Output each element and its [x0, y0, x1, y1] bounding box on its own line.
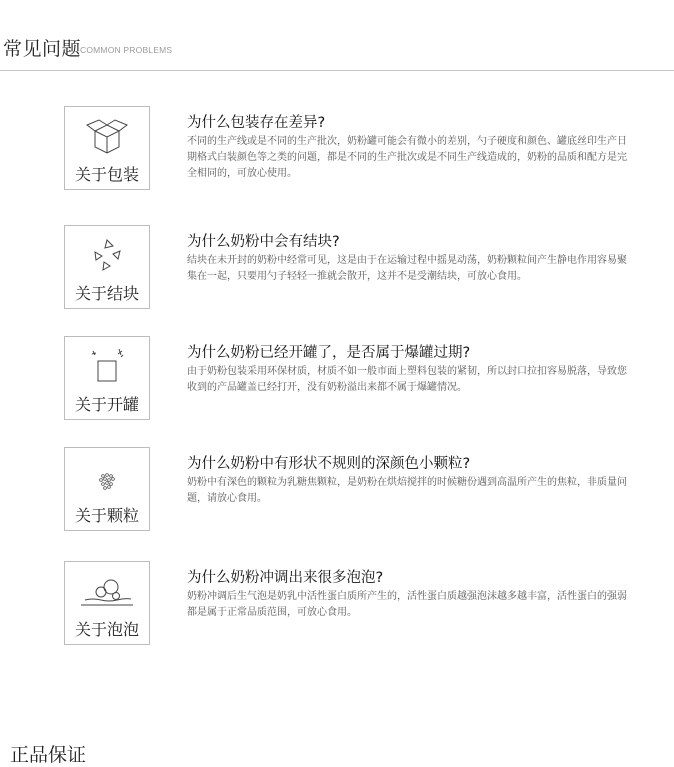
faq-item-clumping: [0, 225, 674, 315]
faq-question: 为什么奶粉冲调出来很多泡泡?: [187, 570, 384, 586]
faq-question: 为什么奶粉已经开罐了，是否属于爆罐过期?: [187, 345, 471, 361]
next-section-title: 正品保证: [10, 744, 87, 766]
faq-item-opened-can: [0, 336, 674, 426]
faq-question: 为什么奶粉中有形状不规则的深颜色小颗粒?: [187, 456, 471, 472]
category-box-granules: [64, 447, 150, 531]
category-box-opened-can: [64, 336, 150, 420]
faq-answer: 奶粉冲调后生气泡是奶乳中活性蛋白质所产生的，活性蛋白质越强泡沫越多越丰富，活性蛋白的强弱都是属于正常品质范围，可放心食用。: [187, 591, 627, 618]
faq-question: 为什么奶粉中会有结块?: [187, 234, 340, 250]
faq-question: 为什么包装存在差异?: [187, 115, 326, 131]
section-header: [0, 30, 674, 71]
faq-answer: 不同的生产线或是不同的生产批次，奶粉罐可能会有微小的差别，勺子硬度和颜色、罐底丝印生产日期格式白装颜色等之类的问题，都是不同的生产批次或是不同生产线造成的，奶粉的品质和配方是完全相同的，可放心使用。: [187, 136, 627, 179]
open-box-icon: [65, 113, 149, 155]
category-label: 关于颗粒: [74, 506, 139, 525]
category-box-packaging: [64, 106, 150, 190]
category-label: 关于泡泡: [74, 620, 139, 639]
opened-can-icon: [65, 343, 149, 385]
category-label: 关于结块: [74, 284, 139, 303]
granules-icon: [65, 454, 149, 496]
category-box-bubbles: [64, 561, 150, 645]
section-subtitle: COMMON PROBLEMS: [80, 45, 173, 55]
scattered-pieces-icon: [65, 232, 149, 274]
faq-answer: 奶粉中有深色的颗粒为乳糖焦颗粒，是奶粉在烘焙搅拌的时候糖份遇到高温所产生的焦粒，非质量问题，请放心食用。: [187, 477, 627, 504]
faq-answer: 结块在未开封的奶粉中经常可见，这是由于在运输过程中摇晃动荡，奶粉颗粒间产生静电作用容易聚集在一起，只要用勺子轻轻一推就会散开，这并不是受潮结块，可放心食用。: [187, 255, 627, 282]
section-title: 常见问题: [3, 38, 82, 60]
category-box-clumping: [64, 225, 150, 309]
category-label: 关于开罐: [74, 395, 139, 414]
faq-item-bubbles: [0, 561, 674, 651]
faq-item-granules: [0, 447, 674, 537]
category-label: 关于包装: [74, 165, 139, 184]
faq-item-packaging: [0, 106, 674, 196]
faq-answer: 由于奶粉包装采用环保材质，材质不如一般市面上塑料包装的紧韧，所以封口拉扣容易脱落，导致您收到的产品罐盖已经打开，没有奶粉溢出来都不属于爆罐情况。: [187, 366, 627, 393]
bubbles-icon: [65, 568, 149, 610]
